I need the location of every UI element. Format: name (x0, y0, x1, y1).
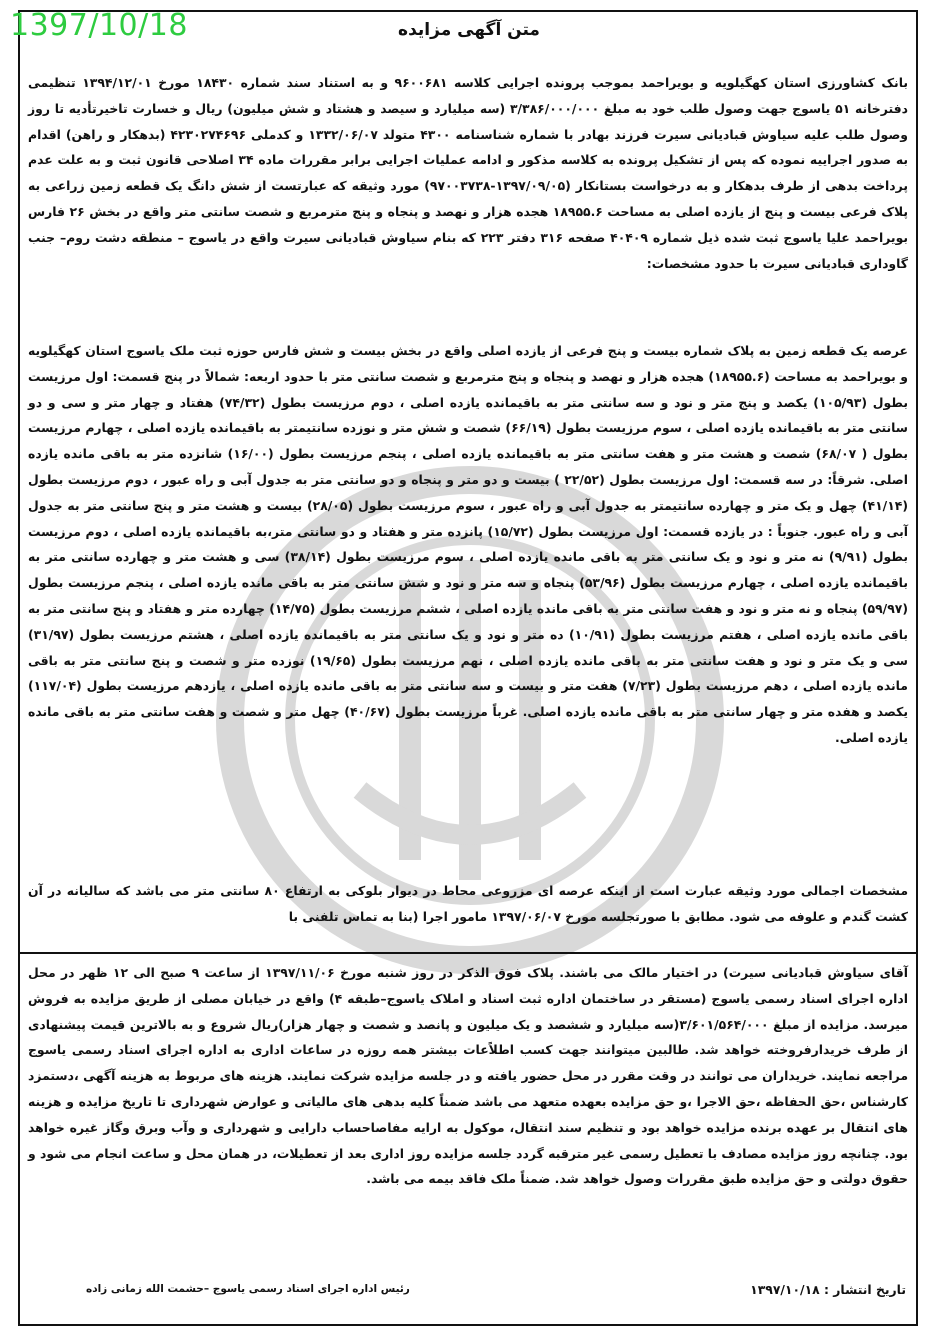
section-divider (18, 952, 918, 954)
boundaries-paragraph (28, 338, 908, 751)
auction-details-paragraph (28, 960, 908, 1192)
property-description-paragraph (28, 878, 908, 930)
paragraph-text: آقای سیاوش قبادیانی سیرت) در اختیار مالک می باشند. پلاک فوق الذکر در روز شنبه مورخ ۱۳۹۷/۱۱/۰۶ از ساعت ۹ صبح الی ۱۲ ظهر در محل اداره اجرای اسناد رسمی یاسوج (مستقر در ساختمان اداره ثبت اسناد و املاک یاسوج–طبقه ۴) واقع در خیابان مصلی از طریق مزایده به فروش میرسد. مزایده از مبلغ ۳/۶۰۱/۵۶۴/۰۰۰(سه میلیارد و ششصد و یک میلیون و پانصد و شصت و چهار هزار)ریال شروع و به بالاترین قیمت پیشنهادی از طرف خریدارفروخته خواهد شد. طالبین میتوانند جهت کسب اطلاًعات بیشتر همه روزه در ساعات اداری به اداره اجرای اسناد رسمی یاسوج مراجعه نمایند. خریداران می توانند در وقت مقرر در محل حضور یافته و در جلسه مزایده شرکت نمایند. هزینه های مربوط به هزینه آگهی ،دستمزد کارشناس ،حق الحفاظه ،حق الاجرا ،و حق مزایده بعهده متعهد می باشد ضمناً کلیه بدهی های مالیاتی و عوارض شهرداری تا تاریخ مزایده و هزینه های انتقال بر عهده برنده مزایده خواهد بود و تنظیم سند انتقال، موکول به ارایه مفاصاحساب دارایی و شهرداری و وآب وبرق وگاز غیره خواهد بود. چنانچه روز مزایده مصادف با تعطیل رسمی غیر مترقبه گردد جلسه مزایده روز اداری بعد از تعطیلات، در همان محل و ساعت انجام می شود و حقوق دولتی و حق مزایده طبق مقررات وصول خواهد شد. ضمناً ملک فاقد بیمه می باشد. (28, 965, 909, 1187)
paragraph-text: بانک کشاورزی استان کهگیلویه و بویراحمد بموجب پرونده اجرایی کلاسه ۹۶۰۰۶۸۱ و به استناد سند شماره ۱۸۴۳۰ مورخ ۱۳۹۴/۱۲/۰۱ تنظیمی دفترخانه ۵۱ یاسوج جهت وصول طلب خود به مبلغ ۳/۳۸۶/۰۰۰/۰۰۰ (سه میلیارد و سیصد و هشتاد و شش میلیون) ریال و خسارت تاخیرتأدیه تا روز وصول طلب علیه سیاوش قبادیانی سیرت فرزند بهادر با شماره شناسنامه ۴۳۰۰ متولد ۱۳۳۲/۰۶/۰۷ و کدملی ۴۲۳۰۲۷۴۶۹۶ (بدهکار و راهن) اقدام به صدور اجراییه نموده که پس از تشکیل پرونده به کلاسه مذکور و ادامه عملیات اجرایی برابر مقررات ماده ۳۴ اصلاحی قانون ثبت و به علت عدم پرداخت بدهی از طرف بدهکار و به درخواست بستانکار (۱۳۹۷/۰۹/۰۵-۹۷۰۰۳۷۳۸) مورد وثیقه که عبارتست از شش دانگ یک قطعه زمین زراعی به پلاک فرعی بیست و پنج از یازده اصلی به مساحت ۱۸۹۵۵.۶ هجده هزار و نهصد و پنجاه و پنج مترمربع و شصت سانتی متر واقع در بخش ۲۶ فارس بویراحمد علیا یاسوج ثبت شده ذیل شماره ۴۰۴۰۹ صفحه ۳۱۶ دفتر ۲۲۳ که بنام سیاوش قبادیانی سیرت واقع در یاسوج – منطقه دشت روم– جنب گاوداری قبادیانی سیرت با حدود مشخصات: (28, 75, 909, 271)
date-stamp: 1397/10/18 (10, 8, 188, 43)
signature-line: رئیس اداره اجرای اسناد رسمی یاسوج –حشمت الله زمانی زاده (86, 1283, 410, 1295)
notice-intro-paragraph (28, 70, 908, 276)
paragraph-text: عرصه یک قطعه زمین به پلاک شماره بیست و پنج فرعی از یازده اصلی واقع در بخش بیست و شش فارس حوزه ثبت ملک یاسوج استان کهگیلویه و بویراحمد به مساحت (۱۸۹۵۵.۶) هجده هزار و نهصد و پنجاه و پنج مترمربع و شصت سانتی متر با حدود اربعه: شمالاً در پنج قسمت: اول مرزیست بطول (۱۰۵/۹۳) یکصد و پنج متر و نود و سه سانتی متر به باقیمانده یازده اصلی ، دوم مرزیست بطول (۷۴/۳۲) هفتاد و چهار متر و سی و دو سانتی متر به باقیمانده یازده اصلی ، سوم مرزیست بطول (۶۶/۱۹) شصت و شش متر و نوزده سانتیمتر به باقیمانده یازده اصلی ، چهارم مرزیست بطول ( ۶۸/۰۷) شصت و هشت متر و هفت سانتی متر به باقیمانده یازده اصلی ، پنجم مرزیست بطول (۱۶/۰۰) شانزده متر به باقی مانده یازده اصلی. شرقاً: در سه قسمت: اول مرزیست بطول (۲۲/۵۲ ) بیست و دو متر و پنجاه و دو سانتی متر به جدول آبی و راه عبور ، دوم مرزیست بطول (۴۱/۱۴) چهل و یک متر و چهارده سانتیمتر به جدول آبی و راه عبور ، سوم مرزیست بطول (۲۸/۰۵) بیست و هشت متر و پنج سانتی متر به جدول آبی و راه عبور. جنوباً : در یازده قسمت: اول مرزیست بطول (۱۵/۷۲) پانزده متر و هفتاد و دو سانتی متر،به باقیمانده یازده اصلی ، دوم مرزیست بطول (۹/۹۱) نه متر و نود و یک سانتی متر به باقی مانده یازده اصلی ، سوم مرزیست بطول (۳۸/۱۴) سی و هشت متر و چهارده سانتی متر به باقیمانده یازده اصلی ، چهارم مرزیست بطول (۵۳/۹۶) پنجاه و سه متر و نود و شش سانتی متر به باقی مانده یازده اصلی ، پنجم مرزیست بطول (۵۹/۹۷) پنجاه و نه متر و نود و هفت سانتی متر به باقی مانده یازده اصلی ، ششم مرزیست بطول (۱۴/۷۵) چهارده متر و هفتاد و پنج سانتی متر به باقی مانده یازده اصلی ، هفتم مرزیست بطول (۱۰/۹۱) ده متر و نود و یک سانتی متر به باقیمانده یازده اصلی ، هشتم مرزیست بطول (۳۱/۹۷) سی و یک متر و نود و هفت سانتی متر به باقی مانده یازده اصلی ، نهم مرزیست بطول (۱۹/۶۵) نوزده متر و شصت و پنج سانتی متر به باقی مانده یازده اصلی ، دهم مرزیست بطول (۷/۲۳) هفت متر و بیست و سه سانتی متر به باقی مانده یازده اصلی ، یازدهم مرزیست بطول (۱۱۷/۰۴) یکصد و هفده متر و چهار سانتی متر به باقی مانده یازده اصلی. غرباً مرزیست بطول (۴۰/۶۷) چهل متر و شصت و هفت سانتی متر به باقی مانده یازده اصلی. (28, 343, 909, 745)
paragraph-text: مشخصات اجمالی مورد وثیقه عبارت است از اینکه عرصه ای مزروعی محاط در دیوار بلوکی به ارتفاع ۸۰ سانتی متر می باشد که سالیانه در آن کشت گندم و علوفه می شود. مطابق با صورتجلسه مورخ ۱۳۹۷/۰۶/۰۷ مامور اجرا (بنا به تماس تلفنی با (28, 883, 908, 924)
page-title: متن آگهی مزایده (398, 20, 540, 40)
publish-date: تاریخ انتشار : ۱۳۹۷/۱۰/۱۸ (750, 1282, 906, 1297)
